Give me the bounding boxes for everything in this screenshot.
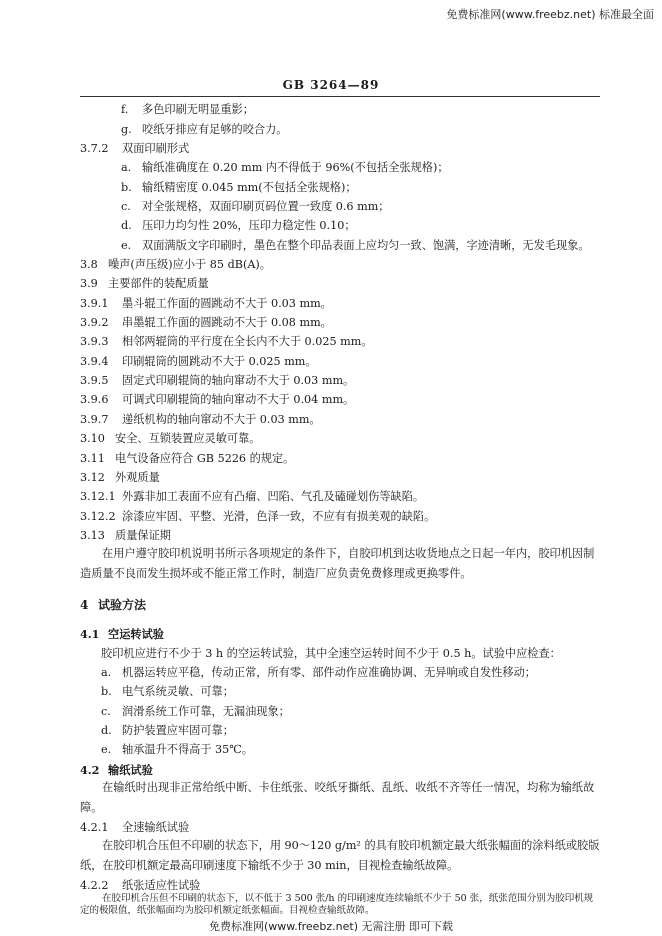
- list-item: d. 防护装置应牢固可靠；: [101, 724, 234, 737]
- top-watermark: 免费标准网(www.freebz.net) 标准最全面: [446, 8, 654, 21]
- list-item: a. 输纸准确度在 0.20 mm 内不得低于 96%(不包括全张规格)；: [121, 161, 449, 174]
- clause-heading: 3.7.2 双面印刷形式: [80, 142, 190, 155]
- list-item: a. 机器运转应平稳，传动正常，所有零、部件动作应准确协调、无异响或自发性移动；: [101, 666, 536, 679]
- paper-adapt-paragraph: 在胶印机合压但不印刷的状态下，以不低于 3 500 张/h 的印刷速度连续输纸不少于 50 张，纸张范围分别为胶印机规定的极限值，纸张幅面均为胶印机额定纸张幅面。目视检查输纸故障。: [80, 893, 594, 916]
- clause-heading: 3.12 外观质量: [80, 471, 160, 484]
- feed-failure-paragraph: 在输纸时出现非正常给纸中断、卡住纸张、咬纸牙撕纸、乱纸、收纸不齐等任一情况，均称为输纸故障。: [80, 781, 595, 814]
- clause-line: 3.9.6 可调式印刷辊筒的轴向窜动不大于 0.04 mm。: [80, 393, 355, 406]
- list-item: e. 轴承温升不得高于 35℃。: [101, 743, 253, 756]
- list-item: g. 咬纸牙排应有足够的咬合力。: [121, 123, 288, 136]
- list-item: d. 压印力均匀性 20%，压印力稳定性 0.10；: [121, 219, 356, 232]
- list-item: c. 对全张规格，双面印刷页码位置一致度 0.6 mm；: [121, 200, 390, 213]
- clause-line: 3.11 电气设备应符合 GB 5226 的规定。: [80, 452, 295, 465]
- clause-line: 3.9.5 固定式印刷辊筒的轴向窜动不大于 0.03 mm。: [80, 374, 355, 387]
- list-item: b. 电气系统灵敏、可靠；: [101, 685, 234, 698]
- section-4-2-2-heading: 4.2.2 纸张适应性试验: [80, 879, 201, 892]
- standard-code-header: GB 3264—89: [282, 78, 380, 92]
- clause-heading: 3.9 主要部件的装配质量: [80, 277, 209, 290]
- clause-line: 3.9.1 墨斗辊工作面的圆跳动不大于 0.03 mm。: [80, 297, 332, 310]
- list-item: b. 输纸精密度 0.045 mm(不包括全张规格)；: [121, 181, 357, 194]
- clause-line: 3.12.2 涂漆应牢固、平整、光滑，色泽一致，不应有有损美观的缺陷。: [80, 510, 436, 523]
- clause-line: 3.9.2 串墨辊工作面的圆跳动不大于 0.08 mm。: [80, 316, 332, 329]
- warranty-paragraph: 在用户遵守胶印机说明书所示各项规定的条件下，自胶印机到达收货地点之日起一年内，胶印机因制造质量不良而发生损坏或不能正常工作时，制造厂应负责免费修理或更换零件。: [80, 547, 595, 580]
- section-4-2-1-heading: 4.2.1 全速输纸试验: [80, 821, 190, 834]
- clause-line: 3.10 安全、互锁装置应灵敏可靠。: [80, 432, 261, 445]
- list-item: c. 润滑系统工作可靠，无漏油现象；: [101, 705, 290, 718]
- clause-line: 3.9.7 递纸机构的轴向窜动不大于 0.03 mm。: [80, 413, 321, 426]
- clause-line: 3.9.4 印刷辊筒的圆跳动不大于 0.025 mm。: [80, 355, 317, 368]
- clause-heading: 3.13 质量保证期: [80, 529, 171, 542]
- list-item: e. 双面满版文字印刷时，墨色在整个印品表面上应均匀一致、饱满，字迹清晰，无发毛现象。: [121, 239, 590, 252]
- clause-line: 3.9.3 相邻两辊筒的平行度在全长内不大于 0.025 mm。: [80, 335, 373, 348]
- section-4-1-heading: 4.1 空运转试验: [80, 627, 164, 641]
- full-speed-feed-paragraph: 在胶印机合压但不印刷的状态下，用 90～120 g/m² 的具有胶印机额定最大纸张幅面的涂料纸或胶版纸，在胶印机额定最高印刷速度下输纸不少于 30 min，目视检查输纸故障。: [80, 839, 600, 872]
- clause-line: 3.12.1 外露非加工表面不应有凸瘤、凹陷、气孔及磕碰划伤等缺陷。: [80, 490, 425, 503]
- section-4-heading: 4 试验方法: [80, 598, 147, 612]
- list-item: f. 多色印刷无明显重影；: [121, 103, 254, 116]
- bottom-watermark: 免费标准网(www.freebz.net) 无需注册 即可下载: [208, 920, 454, 933]
- header-divider: [80, 96, 600, 97]
- idle-run-intro: 胶印机应进行不少于 3 h 的空运转试验，其中全速空运转时间不少于 0.5 h。试验中应检查：: [101, 647, 561, 660]
- clause-line: 3.8 噪声(声压级)应小于 85 dB(A)。: [80, 258, 271, 271]
- section-4-2-heading: 4.2 输纸试验: [80, 763, 153, 777]
